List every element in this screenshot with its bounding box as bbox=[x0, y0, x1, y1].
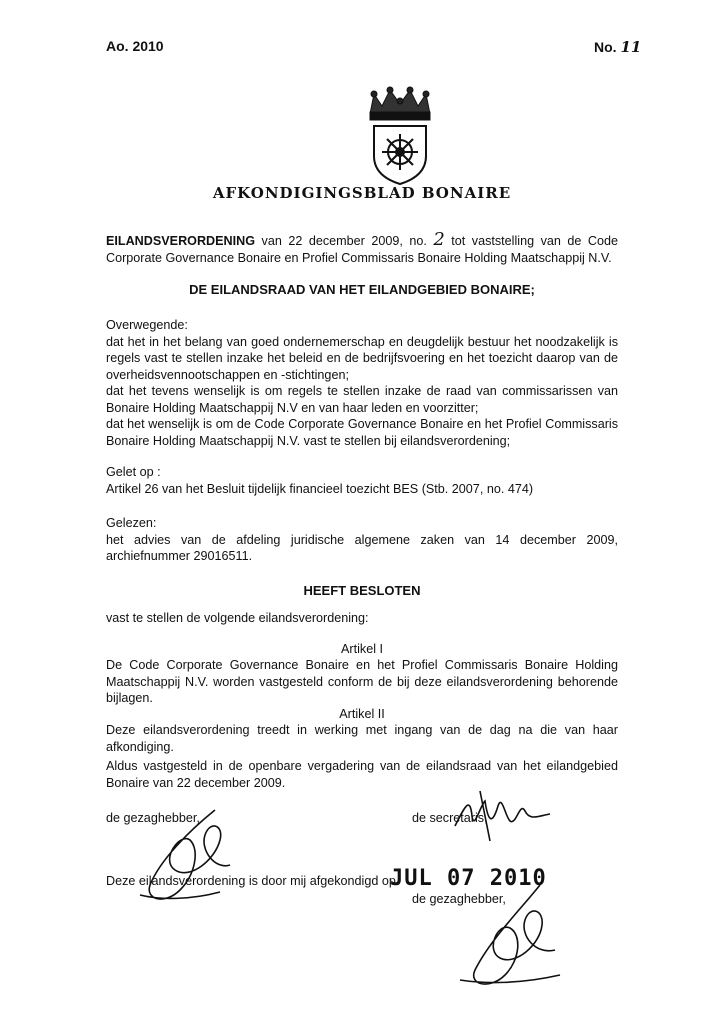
legal-basis-section bbox=[106, 464, 618, 497]
decision-heading: HEEFT BESLOTEN bbox=[303, 583, 421, 598]
governor-signature-2 bbox=[430, 880, 580, 1000]
advice-section bbox=[106, 515, 618, 565]
advice-text: het advies van de afdeling juridische algemene zaken van 14 december 2009, archiefnummer 29016511. bbox=[106, 532, 618, 563]
intro-paragraph bbox=[106, 229, 618, 266]
article-2-text: Deze eilandsverordening treedt in werking met ingang van de dag na die van haar afkondiging. bbox=[106, 723, 618, 754]
handwritten-number: 11 bbox=[620, 38, 642, 56]
advice-label: Gelezen: bbox=[106, 516, 157, 530]
adoption-statement: Aldus vastgesteld in de openbare vergadering van de eilandsraad van het eilandgebied Bonaire van 22 december 2009. bbox=[106, 759, 618, 790]
coat-of-arms-icon bbox=[360, 86, 440, 186]
promulgation-text: Deze eilandsverordening is door mij afgekondigd op bbox=[106, 874, 396, 888]
intro-subject: tot vaststelling van de Code Corporate Governance Bonaire en Profiel Commissaris Bonaire Holding Maatschappij N.V. bbox=[106, 234, 618, 265]
governor-label-1: de gezaghebber, bbox=[106, 811, 200, 825]
governor-label-2: de gezaghebber, bbox=[412, 892, 506, 906]
governor-signature-1 bbox=[120, 800, 250, 920]
council-heading: DE EILANDSRAAD VAN HET EILANDGEBIED BONAIRE; bbox=[189, 282, 535, 297]
consideration-2: dat het tevens wenselijk is om regels te stellen inzake de raad van commissarissen van Bonaire Holding Maatschappij N.V en van haar leden en voorzitter; bbox=[106, 384, 618, 415]
article-2-title: Artikel II bbox=[339, 707, 385, 721]
publication-title: AFKONDIGINGSBLAD BONAIRE bbox=[212, 184, 512, 202]
secretary-label: de secretaris, bbox=[412, 811, 488, 825]
considerations-label: Overwegende: bbox=[106, 318, 188, 332]
date-stamp: JUL 07 2010 bbox=[390, 866, 547, 891]
consideration-3: dat het wenselijk is om de Code Corporate Governance Bonaire en het Profiel Commissaris Bonaire Holding Maatschappij N.V. vast te stellen bij eilandsverordening; bbox=[106, 417, 618, 448]
handwritten-ordinance-number: 2 bbox=[433, 229, 445, 250]
legal-basis-text: Artikel 26 van het Besluit tijdelijk financieel toezicht BES (Stb. 2007, no. 474) bbox=[106, 481, 534, 496]
article-1-title: Artikel I bbox=[341, 642, 383, 656]
considerations-section bbox=[106, 317, 618, 449]
secretary-signature bbox=[450, 786, 560, 846]
ordinance-label: EILANDSVERORDENING bbox=[106, 234, 256, 248]
legal-basis-label: Gelet op : bbox=[106, 465, 161, 479]
intro-date: van 22 december 2009, no. bbox=[255, 234, 434, 248]
decision-text: vast te stellen de volgende eilandsverordening: bbox=[106, 611, 369, 625]
year-label: Ao. 2010 bbox=[106, 38, 164, 54]
article-1-text: De Code Corporate Governance Bonaire en het Profiel Commissaris Bonaire Holding Maatschappij N.V. worden vastgesteld conform de bij deze eilandsverordening behorende bijlagen. bbox=[106, 658, 618, 705]
consideration-1: dat het in het belang van goed ondernemerschap en deugdelijk bestuur het noodzakelijk is regels vast te stellen inzake het beleid en de bedrijfsvoering en het toezicht daarop van de overheidsvennootschappen en -stichtingen; bbox=[106, 334, 618, 382]
number-label bbox=[594, 38, 641, 56]
number-prefix: No. bbox=[594, 39, 617, 55]
